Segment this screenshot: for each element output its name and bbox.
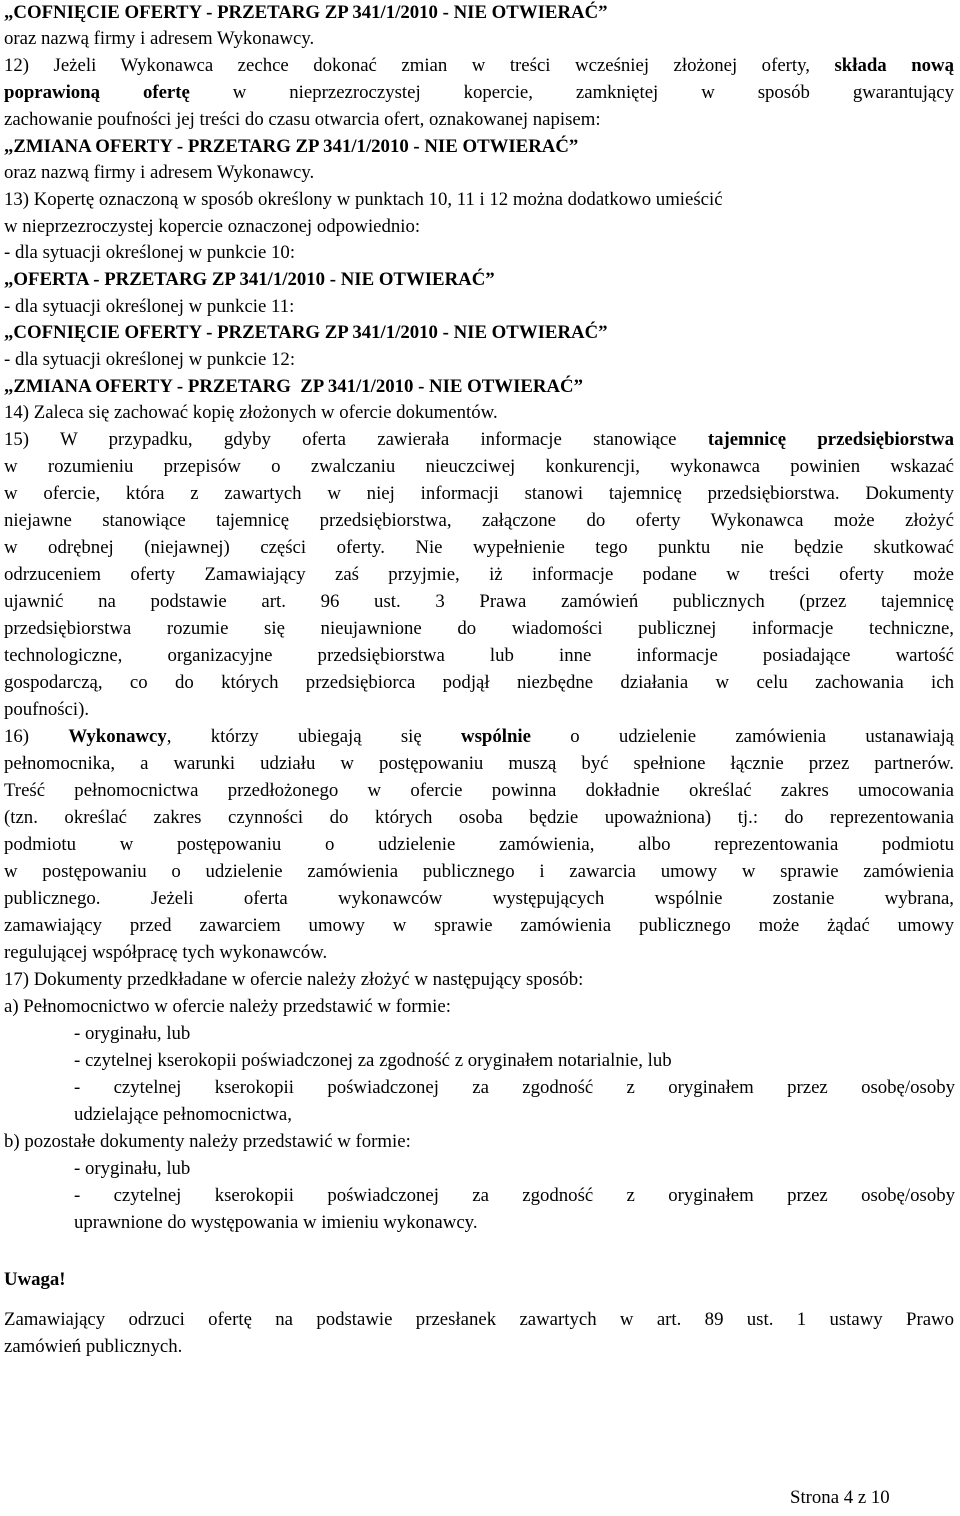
body-text: uprawnione do występowania w imieniu wykonawcy. [74,1212,478,1233]
bold-text: Wykonawcy [68,726,167,747]
document-line [4,294,294,320]
page-number: Strona 4 z 10 [790,1487,890,1508]
body-text: regulującej współpracę tych wykonawców. [4,942,328,963]
document-line [74,1021,190,1047]
document-line [4,1307,954,1333]
document-line [74,1048,672,1074]
document-line [4,535,954,561]
document-line [4,374,583,400]
document-line [4,508,954,534]
body-text: gospodarczą, co do których przedsiębiorca podjął niezbędne działania w celu zachowania ich [4,672,954,693]
bold-text: „COFNIĘCIE OFERTY - PRZETARG ZP 341/1/2010 - NIE OTWIERAĆ” [4,322,608,343]
document-line [4,1267,66,1293]
body-text: zamawiający przed zawarciem umowy w sprawie zamówienia publicznego może żądać umowy [4,915,954,936]
document-line [74,1156,190,1182]
document-line [4,994,451,1020]
document-line [4,160,314,186]
document-line [4,967,583,993]
body-text: - czytelnej kserokopii poświadczonej za zgodność z oryginałem przez osobę/osoby [74,1185,955,1206]
body-text: , którzy ubiegają się [166,726,462,747]
document-line [4,214,420,240]
body-text: w nieprzezroczystej kopercie, zamkniętej w sposób gwarantujący [189,82,954,103]
document-line [4,724,954,750]
bold-text: „COFNIĘCIE OFERTY - PRZETARG ZP 341/1/2010 - NIE OTWIERAĆ” [4,2,608,23]
document-line [4,616,954,642]
bold-text: poprawioną ofertę [4,82,190,103]
document-line [4,589,954,615]
body-text: w ofercie, która z zawartych w niej informacji stanowi tajemnicę przedsiębiorstwa. Dokumenty [4,483,954,504]
body-text: a) Pełnomocnictwo w ofercie należy przedstawić w formie: [4,996,451,1017]
body-text: udzielające pełnomocnictwa, [74,1104,292,1125]
document-line [4,643,954,669]
body-text: o udzielenie zamówienia ustanawiają [530,726,954,747]
body-text: przedsiębiorstwa rozumie się nieujawnione do wiadomości publicznej informacje techniczne, [4,618,954,639]
body-text: 13) Kopertę oznaczoną w sposób określony w punktach 10, 11 i 12 można dodatkowo umieścić [4,189,723,210]
body-text: - czytelnej kserokopii poświadczonej za zgodność z oryginałem przez osobę/osoby [74,1077,955,1098]
body-text: zamówień publicznych. [4,1336,183,1357]
document-line [4,778,954,804]
bold-text: „ZMIANA OFERTY - PRZETARG ZP 341/1/2010 - NIE OTWIERAĆ” [4,136,579,157]
bold-text: Uwaga! [4,1269,66,1290]
document-line [4,832,954,858]
document-line [4,1129,411,1155]
bold-text: „ZMIANA OFERTY - PRZETARG ZP 341/1/2010 - NIE OTWIERAĆ” [4,376,583,397]
document-line [74,1210,478,1236]
bold-text: składa nową [834,55,954,76]
document-line [4,53,954,79]
body-text: publicznego. Jeżeli oferta wykonawców występujących wspólnie zostanie wybrana, [4,888,954,909]
bold-text: tajemnicę przedsiębiorstwa [707,429,954,450]
document-line [4,670,954,696]
document-line [74,1075,955,1101]
document-line [4,0,608,26]
body-text: w nieprzezroczystej kopercie oznaczonej odpowiednio: [4,216,421,237]
document-line [4,886,954,912]
body-text: podmiotu w postępowaniu o udzielenie zamówienia, albo reprezentowania podmiotu [4,834,954,855]
document-line [4,320,608,346]
bold-text: wspólnie [461,726,531,747]
document-line [4,562,954,588]
body-text: technologiczne, organizacyjne przedsiębiorstwa lub inne informacje posiadające wartość [4,645,954,666]
bold-text: „OFERTA - PRZETARG ZP 341/1/2010 - NIE OTWIERAĆ” [4,269,495,290]
document-line [4,1334,182,1360]
body-text: - dla sytuacji określonej w punkcie 11: [4,296,295,317]
body-text: ujawnić na podstawie art. 96 ust. 3 Prawa zamówień publicznych (przez tajemnicę [4,591,954,612]
body-text: Treść pełnomocnictwa przedłożonego w ofercie powinna dokładnie określać zakres umocowania [4,780,954,801]
document-line [4,400,498,426]
document-line [4,751,954,777]
body-text: niejawne stanowiące tajemnicę przedsiębiorstwa, załączone do oferty Wykonawca może złożyć [4,510,954,531]
document-line [4,805,954,831]
body-text: 16) [4,726,69,747]
body-text: odrzuceniem oferty Zamawiający zaś przyjmie, iż informacje podane w treści oferty może [4,564,954,585]
document-line [4,80,954,106]
document-line [4,481,954,507]
document-line [4,940,327,966]
document-line [4,454,954,480]
document-line [4,187,723,213]
body-text: 14) Zaleca się zachować kopię złożonych w ofercie dokumentów. [4,402,498,423]
body-text: poufności). [4,699,90,720]
document-line [4,347,295,373]
body-text: - dla sytuacji określonej w punkcie 10: [4,242,296,263]
document-line [4,26,314,52]
document-line [4,859,954,885]
body-text: - dla sytuacji określonej w punkcie 12: [4,349,296,370]
body-text: - oryginału, lub [74,1023,191,1044]
document-line [4,267,495,293]
body-text: - oryginału, lub [74,1158,191,1179]
document-line [4,134,578,160]
body-text: - czytelnej kserokopii poświadczonej za zgodność z oryginałem notarialnie, lub [74,1050,672,1071]
body-text: b) pozostałe dokumenty należy przedstawić w formie: [4,1131,411,1152]
body-text: oraz nazwą firmy i adresem Wykonawcy. [4,162,315,183]
body-text: Zamawiający odrzuci ofertę na podstawie przesłanek zawartych w art. 89 ust. 1 ustawy Prawo [4,1309,954,1330]
body-text: 15) W przypadku, gdyby oferta zawierała informacje stanowiące [4,429,708,450]
body-text: oraz nazwą firmy i adresem Wykonawcy. [4,28,315,49]
body-text: w rozumieniu przepisów o zwalczaniu nieuczciwej konkurencji, wykonawca powinien wskazać [4,456,954,477]
body-text: zachowanie poufności jej treści do czasu otwarcia ofert, oznakowanej napisem: [4,109,601,130]
document-line [4,913,954,939]
body-text: pełnomocnika, a warunki udziału w postępowaniu muszą być spełnione łącznie przez partnerów. [4,753,954,774]
body-text: w postępowaniu o udzielenie zamówienia publicznego i zawarcia umowy w sprawie zamówienia [4,861,954,882]
document-line [4,697,89,723]
document-line [74,1183,955,1209]
body-text: 17) Dokumenty przedkładane w ofercie należy złożyć w następujący sposób: [4,969,584,990]
document-line [4,240,295,266]
body-text: 12) Jeżeli Wykonawca zechce dokonać zmian w treści wcześniej złożonej oferty, [4,55,835,76]
document-line [4,107,601,133]
document-line [4,427,954,453]
body-text: w odrębnej (niejawnej) części oferty. Nie wypełnienie tego punktu nie będzie skutkować [4,537,954,558]
document-line [74,1102,292,1128]
body-text: (tzn. określać zakres czynności do których osoba będzie upoważniona) tj.: do reprezentowania [4,807,954,828]
